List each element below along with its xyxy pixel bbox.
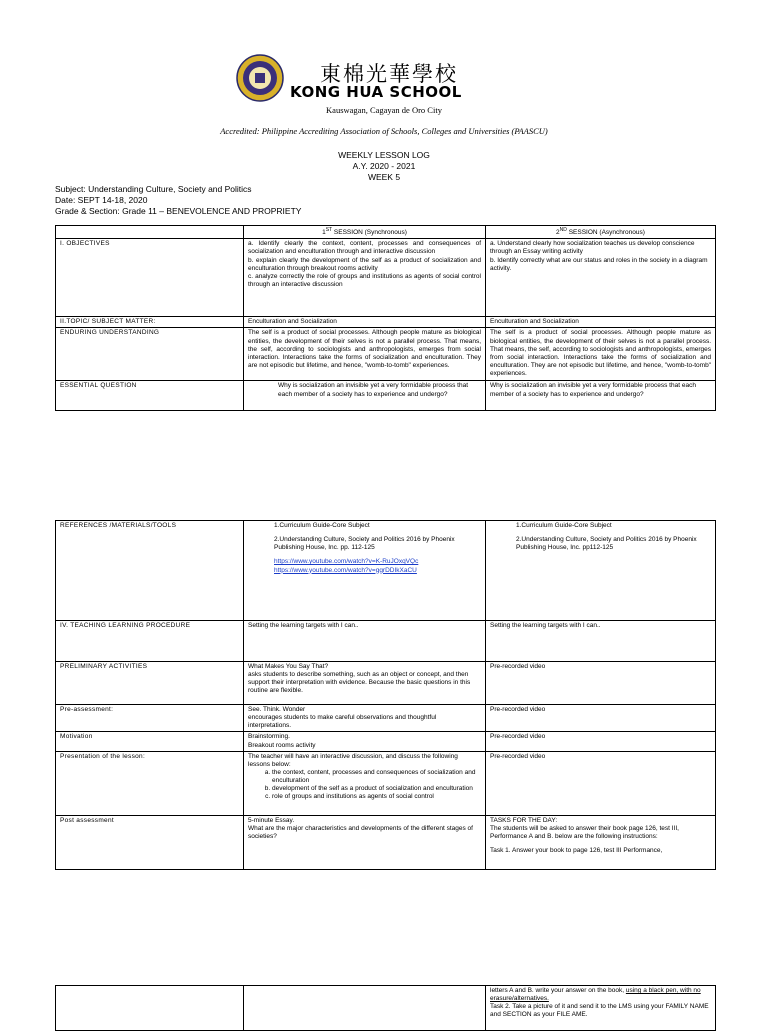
session-2-header: 2ND SESSION (Asynchronous) [486, 226, 716, 239]
references-session-2: 1.Curriculum Guide-Core Subject 2.Understanding Culture, Society and Politics 2016 by Phoenix Publishing House, Inc. pp112-125 [486, 521, 716, 621]
post-assessment-session-2: TASKS FOR THE DAY: The students will be asked to answer their book page 126, test III, Performance A and B. below are the following instructions: Task 1. Answer your book to page 126, test III Performance, [486, 815, 716, 869]
lesson-log-table-3 [55, 985, 716, 1031]
objectives-row [56, 239, 716, 317]
week-label: WEEK 5 [367, 172, 401, 182]
post-assessment-row [56, 815, 716, 869]
references-session-1: 1.Curriculum Guide-Core Subject 2.Understanding Culture, Society and Politics 2016 by Phoenix Publishing House, Inc. pp. 112-125 https://www.youtube.com/watch?v=K-RuJOxqVQc https://www.youtube.com/watch?v=ggrDDIkXaCU [244, 521, 486, 621]
presentation-session-2: Pre-recorded video [486, 751, 716, 815]
preliminary-session-1: What Makes You Say That? asks students to describe something, such as an object or concept, and then support their interpretation with evidence. Because the basic questions in this routine are flexible. [244, 662, 486, 705]
youtube-link-1[interactable]: https://www.youtube.com/watch?v=K-RuJOxqVQc [274, 558, 419, 566]
enduring-row [56, 328, 716, 381]
preliminary-row [56, 662, 716, 705]
list-item: c. role of groups and institutions as agents of social control [272, 793, 481, 801]
presentation-row [56, 751, 716, 815]
accreditation-line: Accredited: Philippine Accrediting Association of Schools, Colleges and Universities (PAASCU) [220, 126, 548, 136]
academic-year: A.Y. 2020 - 2021 [352, 161, 416, 171]
procedure-session-1: Setting the learning targets with I can.. [244, 621, 486, 662]
presentation-lesson-list [248, 769, 481, 802]
preassessment-session-1: See. Think. Wonder encourages students to make careful observations and thoughtful interpretations. [244, 705, 486, 732]
procedure-session-2: Setting the learning targets with I can.. [486, 621, 716, 662]
enduring-label: ENDURING UNDERSTANDING [56, 328, 244, 381]
presentation-session-1: The teacher will have an interactive discussion, and discuss the following lessons below: a. the context, content, processes and consequences of socialization and enculturation b. development of the self as a product of socialization and enculturation c. role of groups and institutions as agents of social control [244, 751, 486, 815]
motivation-label: Motivation [56, 732, 244, 751]
continuation-session-2: letters A and B. write your answer on the book, using a black pen, with no erasure/alternatives. Task 2. Take a picture of it and send it to the LMS using your FAMILY NAME and SECTION as your FILE AME. [486, 986, 716, 1031]
topic-session-2: Enculturation and Socialization [486, 317, 716, 328]
subject-line: Subject: Understanding Culture, Society and Politics [55, 184, 252, 194]
school-name: KONG HUA SCHOOL [290, 83, 462, 101]
enduring-session-2: The self is a product of social processes. Although people mature as biological entities, the development of their selves is not a parallel process. That means, the self, according to sociologists and anthropologists, emerges from social interaction. Interactions take the forms of socialization and enculturation. They are not episodic but lifetime, and hence, "womb-to-tomb" experiences. [486, 328, 716, 381]
preassessment-label: Pre-assessment: [56, 705, 244, 732]
essential-session-2: Why is socialization an invisible yet a very formidable process that each member of a society has to experience and undergo? [486, 381, 716, 411]
presentation-label: Presentation of the lesson: [56, 751, 244, 815]
essential-session-1: Why is socialization an invisible yet a very formidable process that each member of a society has to experience and undergo? [244, 381, 486, 411]
youtube-link-2[interactable]: https://www.youtube.com/watch?v=ggrDDIkXaCU [274, 566, 417, 574]
school-address: Kauswagan, Cagayan de Oro City [326, 105, 442, 115]
topic-label: II.TOPIC/ SUBJECT MATTER: [56, 317, 244, 328]
objectives-label: I. OBJECTIVES [56, 239, 244, 317]
date-line: Date: SEPT 14-18, 2020 [55, 195, 148, 205]
school-seal-icon [236, 54, 284, 102]
topic-session-1: Enculturation and Socialization [244, 317, 486, 328]
preassessment-session-2: Pre-recorded video [486, 705, 716, 732]
topic-row [56, 317, 716, 328]
essential-row [56, 381, 716, 411]
lesson-log-table-2 [55, 520, 716, 870]
objectives-session-1: a. Identify clearly the context, content, processes and consequences of socialization and enculturation through and interactive discussion b. explain clearly the development of the self as a product of socialization and enculturation through breakout rooms activity c. analyze correctly the role of groups and institutions as agents of social control through an interactive discussion [244, 239, 486, 317]
post-assessment-session-1: 5-minute Essay. What are the major characteristics and developments of the different stages of societies? [244, 815, 486, 869]
preliminary-label: PRELIMINARY ACTIVITIES [56, 662, 244, 705]
list-item: b. development of the self as a product of socialization and enculturation [272, 785, 481, 793]
grade-section-line: Grade & Section: Grade 11 – BENEVOLENCE AND PROPRIETY [55, 206, 302, 216]
references-label: REFERENCES /MATERIALS/TOOLS [56, 521, 244, 621]
objectives-session-2: a. Understand clearly how socialization teaches us develop conscience through an Essay writing activity b. Identify correctly what are our status and roles in the society in a diagram activity. [486, 239, 716, 317]
log-title: WEEKLY LESSON LOG [338, 150, 430, 160]
session-1-header: 1ST SESSION (Synchronous) [244, 226, 486, 239]
references-row [56, 521, 716, 621]
motivation-session-1: Brainstorming. Breakout rooms activity [244, 732, 486, 751]
procedure-label: IV. TEACHING LEARNING PROCEDURE [56, 621, 244, 662]
enduring-session-1: The self is a product of social processes. Although people mature as biological entities, the development of their selves is not a parallel process. That means, the self, according to sociologists and anthropologists, emerges from social interaction. Interactions take the forms of socialization and enculturation. They are not episodic but lifetime, and hence, "womb-to-tomb" experiences. [244, 328, 486, 381]
procedure-row [56, 621, 716, 662]
motivation-session-2: Pre-recorded video [486, 732, 716, 751]
essential-label: ESSENTIAL QUESTION [56, 381, 244, 411]
preassessment-row [56, 705, 716, 732]
preliminary-session-2: Pre-recorded video [486, 662, 716, 705]
list-item: a. the context, content, processes and consequences of socialization and enculturation [272, 769, 481, 785]
school-chinese-name: 東棉光華學校 [320, 62, 458, 86]
post-assessment-label: Post assessment [56, 815, 244, 869]
lesson-log-table-1 [55, 225, 716, 411]
motivation-row [56, 732, 716, 751]
